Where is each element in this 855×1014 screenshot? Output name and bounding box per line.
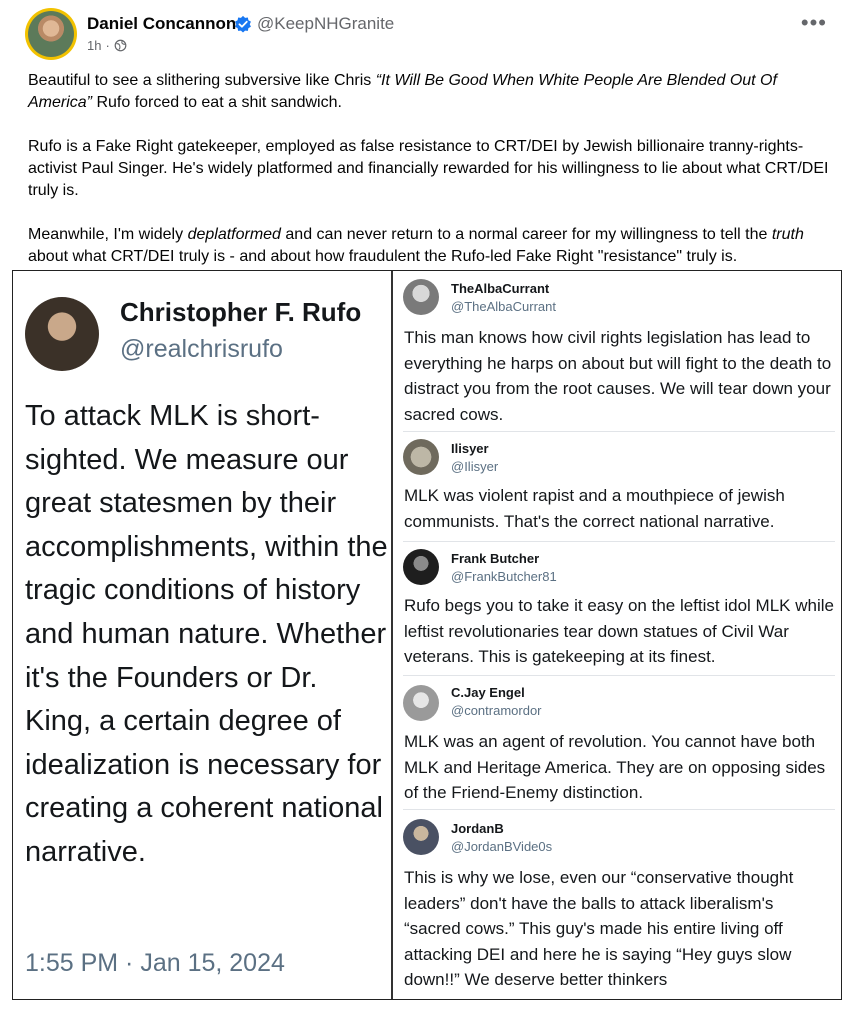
meta-separator: ·: [105, 38, 110, 53]
reply-text: MLK was an agent of revolution. You cannot have both MLK and Heritage America. They are on opposing sides of the Friend-Enemy distinction.: [404, 732, 826, 802]
reply-handle: @JordanBVide0s: [451, 839, 553, 854]
author-handle[interactable]: @KeepNHGranite: [257, 14, 395, 33]
reply-text: This man knows how civil rights legislation has lead to everything he harps on about but will fight to the death to distract you from the root causes. We will tear down your sacred cows.: [404, 328, 832, 424]
post-time[interactable]: 1h: [87, 38, 102, 53]
reply-handle: @contramordor: [451, 703, 542, 718]
author-avatar-image: [28, 11, 74, 57]
author-name[interactable]: Daniel Concannon: [87, 14, 237, 33]
quoted-tweet-date: 1:55 PM · Jan 15, 2024: [25, 949, 285, 977]
reply-avatar: [403, 549, 439, 585]
quoted-tweet-text: To attack MLK is short-sighted. We measure our great statesmen by their accomplishments, within the tragic conditions of history and human nature. Whether it's the Founders or Dr. King, a certain degree of idealization is necessary for creating a coherent national narrative.: [25, 400, 388, 868]
reply-text: Rufo begs you to take it easy on the leftist idol MLK while leftist revolutionaries tear down statues of Civil War veterans. This is gatekeeping at its finest.: [404, 596, 834, 666]
reply-avatar: [403, 279, 439, 315]
quoted-tweet: [13, 271, 393, 999]
reply-text: MLK was violent rapist and a mouthpiece of jewish communists. That's the correct national narrative.: [404, 486, 785, 531]
quoted-phrase: “It Will Be Good When White People Are Blended Out Of America”: [28, 72, 777, 111]
post-body: [28, 70, 833, 290]
reply-name: C.Jay Engel: [451, 685, 525, 700]
post-image[interactable]: [12, 270, 842, 1000]
post-paragraph-1: [28, 70, 833, 114]
text-segment: Meanwhile, I'm widely: [28, 226, 188, 243]
quoted-tweet-handle: @realchrisrufo: [120, 335, 283, 363]
globe-icon[interactable]: [114, 39, 127, 52]
text-segment: and can never return to a normal career for my willingness to tell the: [280, 226, 772, 243]
reply-text: This is why we lose, even our “conservative thought leaders” don't have the balls to attack liberalism's “sacred cows.” This guy's made his entire living off attacking DEI and here he is saying “Hey guys slow down!!” We deserve better thinkers: [404, 868, 794, 989]
reply-divider: [403, 541, 835, 542]
verified-badge-icon: [234, 15, 252, 33]
quoted-tweet-name: Christopher F. Rufo: [120, 297, 362, 327]
reply-name: Frank Butcher: [451, 551, 540, 566]
reply-name: TheAlbaCurrant: [451, 281, 550, 296]
reply-handle: @FrankButcher81: [451, 569, 557, 584]
reply-avatar: [403, 819, 439, 855]
reply-divider: [403, 675, 835, 676]
more-options-icon[interactable]: •••: [800, 10, 827, 35]
author-avatar[interactable]: [25, 8, 77, 60]
emphasis: deplatformed: [187, 226, 281, 243]
reply-handle: @TheAlbaCurrant: [451, 299, 556, 314]
post-paragraph-3: [28, 224, 833, 268]
replies-panel: [395, 271, 841, 999]
reply-name: JordanB: [451, 821, 504, 836]
reply-avatar: [403, 439, 439, 475]
post-paragraph-2: Rufo is a Fake Right gatekeeper, employed as false resistance to CRT/DEI by Jewish billionaire tranny-rights-activist Paul Singer. He's widely platformed and financially rewarded for his willingness to lie about what CRT/DEI truly is.: [28, 138, 829, 199]
text-segment: about what CRT/DEI truly is - and about how fraudulent the Rufo-led Fake Right "resistance" truly is.: [28, 248, 738, 265]
reply-handle: @Ilisyer: [451, 459, 499, 474]
emphasis: truth: [771, 226, 804, 243]
text-segment: Beautiful to see a slithering subversive like Chris: [28, 72, 376, 89]
reply-avatar: [403, 685, 439, 721]
post-meta: [87, 38, 127, 53]
reply-divider: [403, 431, 835, 432]
reply-divider: [403, 809, 835, 810]
reply-name: Ilisyer: [451, 441, 489, 456]
text-segment: Rufo forced to eat a shit sandwich.: [92, 94, 342, 111]
quoted-tweet-avatar: [25, 297, 99, 371]
